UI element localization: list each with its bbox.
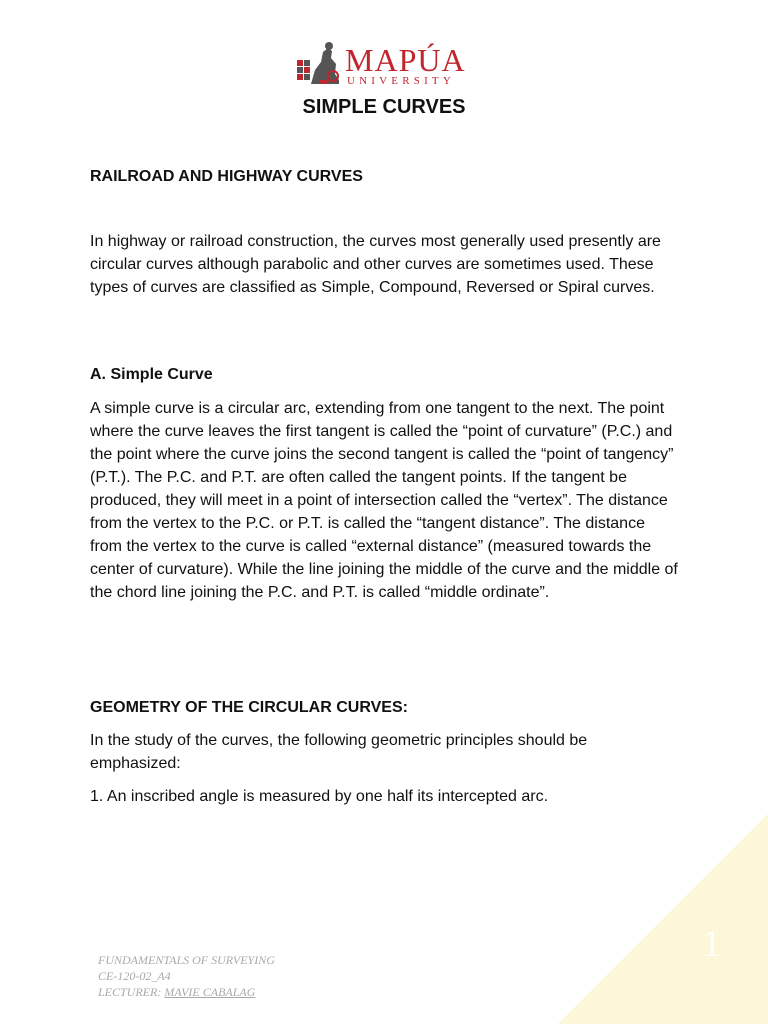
- university-logo: [295, 40, 480, 90]
- list-item-inscribed-angle: 1. An inscribed angle is measured by one half its intercepted arc.: [90, 788, 549, 805]
- section-heading-geometry: GEOMETRY OF THE CIRCULAR CURVES:: [90, 699, 408, 716]
- mapua-emblem-icon: [295, 40, 343, 88]
- decorative-corner-triangle: [558, 814, 768, 1024]
- footer-lecturer-label: LECTURER:: [98, 985, 162, 999]
- page-number: 1: [702, 923, 721, 965]
- footer-code: CE-120-02_A4: [98, 969, 171, 983]
- footer-lecturer: [98, 984, 275, 1000]
- section-heading-railroad: RAILROAD AND HIGHWAY CURVES: [90, 168, 363, 185]
- footer-lecturer-name: MAVIE CABALAG: [164, 985, 256, 999]
- footer: [98, 952, 275, 1000]
- section-heading-simple-curve: A. Simple Curve: [90, 366, 213, 383]
- paragraph-geometry-intro: In the study of the curves, the following geometric principles should be emphasized:: [90, 732, 588, 772]
- logo-name: MAPÚA: [345, 42, 466, 78]
- paragraph-simple-curve: A simple curve is a circular arc, extending from one tangent to the next. The point where the curve leaves the first tangent is called the “point of curvature” (P.C.) and the point where the curve joins the second tangent is called the “point of tangency” (P.T.). The P.C. and P.T. are often called the tangent points. If the tangent be produced, they will meet in a point of intersection called the “vertex”. The distance from the vertex to the P.C. or P.T. is called the “tangent distance”. The distance from the vertex to the curve is called “external distance” (measured towards the center of curvature). While the line joining the middle of the curve and the middle of the chord line joining the P.C. and P.T. is called “middle ordinate”.: [90, 400, 678, 601]
- page-title: SIMPLE CURVES: [302, 96, 466, 118]
- footer-course: FUNDAMENTALS OF SURVEYING: [98, 953, 275, 967]
- logo-subtitle: UNIVERSITY: [347, 75, 455, 87]
- paragraph-intro: In highway or railroad construction, the curves most generally used presently are circular curves although parabolic and other curves are sometimes used. These types of curves are classified as Simple, Compound, Reversed or Spiral curves.: [90, 233, 661, 296]
